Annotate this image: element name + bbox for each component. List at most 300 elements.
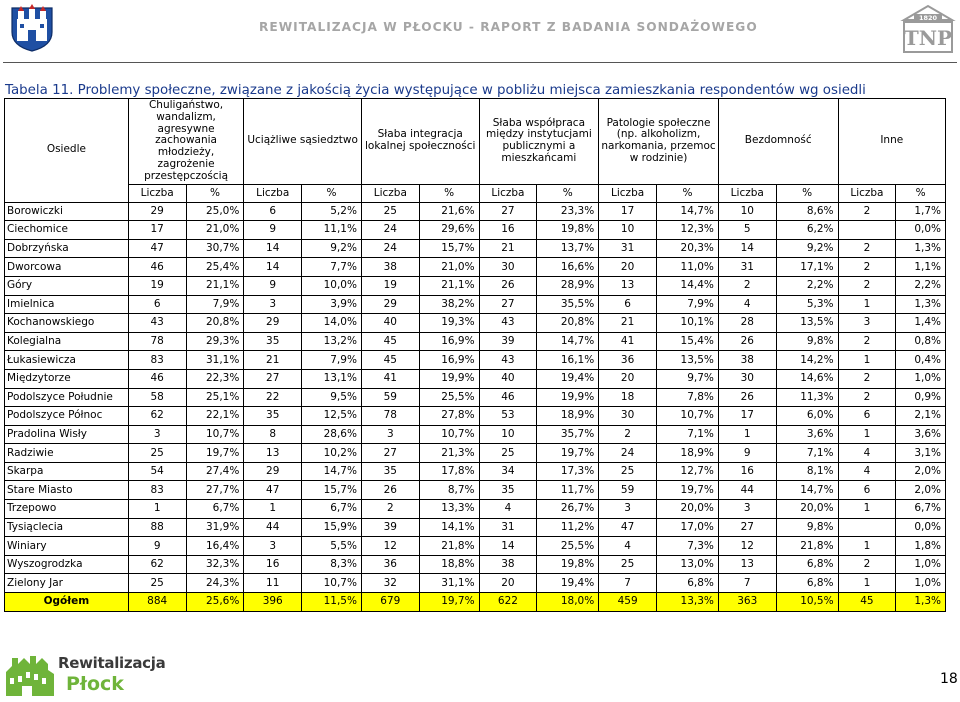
percent-cell: 3,6% <box>896 425 946 444</box>
count-cell: 10 <box>479 425 537 444</box>
percent-cell: 13,0% <box>656 555 718 574</box>
count-cell: 20 <box>599 258 657 277</box>
count-cell: 25 <box>361 202 419 221</box>
percent-cell: 1,8% <box>896 537 946 556</box>
percent-cell: 25,5% <box>537 537 599 556</box>
count-cell: 884 <box>128 593 186 612</box>
count-cell: 29 <box>244 462 302 481</box>
subheader-percent: % <box>537 184 599 202</box>
percent-cell: 32,3% <box>186 555 244 574</box>
count-cell: 25 <box>479 444 537 463</box>
percent-cell: 20,0% <box>656 500 718 519</box>
count-cell: 31 <box>718 258 776 277</box>
count-cell: 14 <box>479 537 537 556</box>
count-cell: 36 <box>361 555 419 574</box>
osiedle-name: Radziwie <box>5 444 129 463</box>
percent-cell: 19,8% <box>537 555 599 574</box>
count-cell: 88 <box>128 518 186 537</box>
count-cell: 28 <box>718 314 776 333</box>
subheader-count: Liczba <box>479 184 537 202</box>
count-cell: 3 <box>128 425 186 444</box>
count-cell: 41 <box>599 332 657 351</box>
percent-cell: 13,5% <box>656 351 718 370</box>
count-cell: 13 <box>718 555 776 574</box>
percent-cell: 18,9% <box>537 407 599 426</box>
percent-cell: 9,7% <box>656 369 718 388</box>
percent-cell: 21,3% <box>419 444 479 463</box>
osiedle-name: Dobrzyńska <box>5 239 129 258</box>
percent-cell: 21,8% <box>776 537 838 556</box>
percent-cell: 6,7% <box>186 500 244 519</box>
percent-cell: 21,8% <box>419 537 479 556</box>
count-cell: 43 <box>479 314 537 333</box>
count-cell: 2 <box>361 500 419 519</box>
count-cell: 43 <box>128 314 186 333</box>
percent-cell: 1,7% <box>896 202 946 221</box>
count-cell: 35 <box>479 481 537 500</box>
percent-cell: 28,9% <box>537 276 599 295</box>
percent-cell: 6,0% <box>776 407 838 426</box>
count-cell: 30 <box>599 407 657 426</box>
table-subheader-row <box>5 184 946 202</box>
percent-cell: 1,0% <box>896 574 946 593</box>
count-cell: 16 <box>244 555 302 574</box>
count-cell: 26 <box>718 388 776 407</box>
count-cell: 2 <box>838 239 896 258</box>
osiedle-name: Wyszogrodzka <box>5 555 129 574</box>
percent-cell: 0,4% <box>896 351 946 370</box>
percent-cell: 2,0% <box>896 462 946 481</box>
percent-cell: 10,5% <box>776 593 838 612</box>
percent-cell: 7,8% <box>656 388 718 407</box>
osiedle-name: Ciechomice <box>5 221 129 240</box>
percent-cell: 9,2% <box>776 239 838 258</box>
count-cell: 20 <box>599 369 657 388</box>
percent-cell: 10,7% <box>302 574 362 593</box>
count-cell: 363 <box>718 593 776 612</box>
count-cell: 17 <box>128 221 186 240</box>
table-row <box>5 314 946 333</box>
count-cell: 58 <box>128 388 186 407</box>
tnp-society-logo <box>900 2 956 56</box>
percent-cell: 16,4% <box>186 537 244 556</box>
percent-cell: 8,6% <box>776 202 838 221</box>
percent-cell: 14,7% <box>537 332 599 351</box>
osiedle-name: Zielony Jar <box>5 574 129 593</box>
table-row <box>5 574 946 593</box>
count-cell: 13 <box>599 276 657 295</box>
percent-cell: 21,0% <box>419 258 479 277</box>
percent-cell: 9,2% <box>302 239 362 258</box>
count-cell: 30 <box>718 369 776 388</box>
table-total-row <box>5 593 946 612</box>
count-cell: 4 <box>599 537 657 556</box>
percent-cell: 5,3% <box>776 295 838 314</box>
percent-cell: 25,5% <box>419 388 479 407</box>
count-cell: 26 <box>479 276 537 295</box>
count-cell: 25 <box>128 444 186 463</box>
count-cell: 45 <box>361 351 419 370</box>
osiedle-name: Kochanowskiego <box>5 314 129 333</box>
percent-cell: 10,2% <box>302 444 362 463</box>
osiedle-name: Dworcowa <box>5 258 129 277</box>
percent-cell: 2,0% <box>896 481 946 500</box>
count-cell: 459 <box>599 593 657 612</box>
table-row <box>5 444 946 463</box>
count-cell: 4 <box>838 462 896 481</box>
count-cell: 38 <box>718 351 776 370</box>
percent-cell: 17,3% <box>537 462 599 481</box>
report-header-title: REWITALIZACJA W PŁOCKU - RAPORT Z BADANIA SONDAŻOWEGO <box>259 20 758 34</box>
table-row <box>5 481 946 500</box>
count-cell: 47 <box>244 481 302 500</box>
table-row <box>5 202 946 221</box>
logo-word-plock: Płock <box>66 673 124 695</box>
percent-cell: 22,1% <box>186 407 244 426</box>
subheader-count: Liczba <box>599 184 657 202</box>
count-cell: 6 <box>128 295 186 314</box>
percent-cell: 38,2% <box>419 295 479 314</box>
osiedle-name: Imielnica <box>5 295 129 314</box>
percent-cell: 2,1% <box>896 407 946 426</box>
percent-cell: 7,9% <box>302 351 362 370</box>
plock-coat-of-arms-logo <box>8 2 56 52</box>
count-cell: 22 <box>244 388 302 407</box>
count-cell: 8 <box>244 425 302 444</box>
count-cell: 45 <box>838 593 896 612</box>
count-cell: 27 <box>479 202 537 221</box>
percent-cell: 1,0% <box>896 369 946 388</box>
percent-cell: 3,9% <box>302 295 362 314</box>
count-cell: 1 <box>838 425 896 444</box>
count-cell: 39 <box>361 518 419 537</box>
osiedle-name: Kolegialna <box>5 332 129 351</box>
page-number: 18 <box>940 671 958 687</box>
count-cell: 14 <box>244 258 302 277</box>
percent-cell: 13,1% <box>302 369 362 388</box>
count-cell: 9 <box>244 221 302 240</box>
percent-cell: 16,9% <box>419 332 479 351</box>
count-cell: 27 <box>718 518 776 537</box>
percent-cell: 27,7% <box>186 481 244 500</box>
percent-cell: 7,9% <box>656 295 718 314</box>
percent-cell: 14,7% <box>302 462 362 481</box>
percent-cell: 11,0% <box>656 258 718 277</box>
count-cell: 622 <box>479 593 537 612</box>
count-cell: 54 <box>128 462 186 481</box>
count-cell: 10 <box>718 202 776 221</box>
percent-cell: 13,5% <box>776 314 838 333</box>
count-cell: 31 <box>599 239 657 258</box>
percent-cell: 19,9% <box>537 388 599 407</box>
table-row <box>5 258 946 277</box>
osiedle-name: Góry <box>5 276 129 295</box>
percent-cell: 5,5% <box>302 537 362 556</box>
table-header-row <box>5 99 946 185</box>
column-header-slaba-integracja: Słaba integracja lokalnej społeczności <box>361 99 479 185</box>
social-problems-table <box>4 98 946 612</box>
count-cell: 31 <box>479 518 537 537</box>
subheader-count: Liczba <box>244 184 302 202</box>
count-cell: 59 <box>599 481 657 500</box>
count-cell: 16 <box>718 462 776 481</box>
percent-cell: 1,4% <box>896 314 946 333</box>
count-cell: 21 <box>479 239 537 258</box>
count-cell: 679 <box>361 593 419 612</box>
percent-cell: 0,9% <box>896 388 946 407</box>
count-cell: 19 <box>361 276 419 295</box>
count-cell: 1 <box>838 574 896 593</box>
subheader-percent: % <box>656 184 718 202</box>
osiedle-name: Łukasiewicza <box>5 351 129 370</box>
count-cell: 13 <box>244 444 302 463</box>
count-cell: 5 <box>718 221 776 240</box>
count-cell: 38 <box>361 258 419 277</box>
count-cell: 30 <box>479 258 537 277</box>
table-row <box>5 500 946 519</box>
count-cell: 2 <box>838 202 896 221</box>
percent-cell: 13,3% <box>656 593 718 612</box>
percent-cell: 12,5% <box>302 407 362 426</box>
count-cell: 1 <box>244 500 302 519</box>
count-cell: 19 <box>128 276 186 295</box>
count-cell: 46 <box>479 388 537 407</box>
subheader-percent: % <box>776 184 838 202</box>
percent-cell: 25,4% <box>186 258 244 277</box>
percent-cell: 13,3% <box>419 500 479 519</box>
percent-cell: 0,0% <box>896 221 946 240</box>
count-cell: 27 <box>244 369 302 388</box>
count-cell: 26 <box>361 481 419 500</box>
subheader-percent: % <box>419 184 479 202</box>
percent-cell: 7,1% <box>656 425 718 444</box>
percent-cell: 19,8% <box>537 221 599 240</box>
count-cell: 6 <box>599 295 657 314</box>
percent-cell: 9,5% <box>302 388 362 407</box>
osiedle-name: Podolszyce Północ <box>5 407 129 426</box>
percent-cell: 2,2% <box>896 276 946 295</box>
count-cell: 26 <box>718 332 776 351</box>
percent-cell: 25,1% <box>186 388 244 407</box>
count-cell <box>838 221 896 240</box>
count-cell: 46 <box>128 369 186 388</box>
percent-cell: 15,7% <box>419 239 479 258</box>
percent-cell: 11,7% <box>537 481 599 500</box>
count-cell: 12 <box>361 537 419 556</box>
count-cell: 7 <box>718 574 776 593</box>
count-cell: 1 <box>838 537 896 556</box>
table-caption: Tabela 11. Problemy społeczne, związane z jakością życia występujące w pobliżu miejsca zamieszkania respondentów wg osiedli <box>5 83 866 98</box>
count-cell: 11 <box>244 574 302 593</box>
percent-cell: 0,0% <box>896 518 946 537</box>
count-cell: 24 <box>361 239 419 258</box>
count-cell: 41 <box>361 369 419 388</box>
count-cell: 40 <box>479 369 537 388</box>
percent-cell: 31,1% <box>186 351 244 370</box>
percent-cell: 31,9% <box>186 518 244 537</box>
count-cell: 47 <box>128 239 186 258</box>
count-cell: 29 <box>128 202 186 221</box>
count-cell: 24 <box>599 444 657 463</box>
count-cell: 35 <box>361 462 419 481</box>
osiedle-name: Borowiczki <box>5 202 129 221</box>
percent-cell: 7,7% <box>302 258 362 277</box>
percent-cell: 14,7% <box>656 202 718 221</box>
percent-cell: 10,7% <box>186 425 244 444</box>
table-row <box>5 239 946 258</box>
percent-cell: 13,7% <box>537 239 599 258</box>
percent-cell: 10,7% <box>419 425 479 444</box>
logo-word-rewitalizacja: Rewitalizacja <box>58 654 166 672</box>
percent-cell: 0,8% <box>896 332 946 351</box>
table-row <box>5 555 946 574</box>
count-cell: 1 <box>838 295 896 314</box>
table-body <box>5 202 946 611</box>
count-cell: 6 <box>838 481 896 500</box>
percent-cell: 11,2% <box>537 518 599 537</box>
percent-cell: 16,1% <box>537 351 599 370</box>
percent-cell: 8,1% <box>776 462 838 481</box>
column-header-slaba-wspolpraca: Słaba współpraca między instytucjami publicznymi a mieszkańcami <box>479 99 599 185</box>
count-cell: 44 <box>244 518 302 537</box>
subheader-count: Liczba <box>838 184 896 202</box>
count-cell: 47 <box>599 518 657 537</box>
percent-cell: 29,3% <box>186 332 244 351</box>
header-divider <box>3 62 957 63</box>
percent-cell: 1,0% <box>896 555 946 574</box>
percent-cell: 17,0% <box>656 518 718 537</box>
percent-cell: 11,1% <box>302 221 362 240</box>
count-cell: 1 <box>718 425 776 444</box>
percent-cell: 19,4% <box>537 574 599 593</box>
count-cell: 7 <box>599 574 657 593</box>
percent-cell: 17,1% <box>776 258 838 277</box>
osiedle-name: Pradolina Wisły <box>5 425 129 444</box>
percent-cell: 11,3% <box>776 388 838 407</box>
percent-cell: 2,2% <box>776 276 838 295</box>
subheader-percent: % <box>302 184 362 202</box>
osiedle-name: Tysiąclecia <box>5 518 129 537</box>
percent-cell: 27,8% <box>419 407 479 426</box>
count-cell: 18 <box>599 388 657 407</box>
count-cell: 44 <box>718 481 776 500</box>
count-cell: 3 <box>599 500 657 519</box>
count-cell: 36 <box>599 351 657 370</box>
percent-cell: 19,3% <box>419 314 479 333</box>
percent-cell: 12,3% <box>656 221 718 240</box>
percent-cell: 14,7% <box>776 481 838 500</box>
table-row <box>5 276 946 295</box>
percent-cell: 20,0% <box>776 500 838 519</box>
percent-cell: 21,1% <box>419 276 479 295</box>
percent-cell: 5,2% <box>302 202 362 221</box>
count-cell: 2 <box>838 258 896 277</box>
percent-cell: 9,8% <box>776 518 838 537</box>
percent-cell: 16,6% <box>537 258 599 277</box>
percent-cell: 20,8% <box>186 314 244 333</box>
table-row <box>5 537 946 556</box>
osiedle-name: Winiary <box>5 537 129 556</box>
percent-cell: 3,1% <box>896 444 946 463</box>
count-cell: 29 <box>361 295 419 314</box>
table-row <box>5 332 946 351</box>
percent-cell: 31,1% <box>419 574 479 593</box>
osiedle-name: Skarpa <box>5 462 129 481</box>
count-cell: 1 <box>128 500 186 519</box>
count-cell: 2 <box>599 425 657 444</box>
percent-cell: 3,6% <box>776 425 838 444</box>
subheader-count: Liczba <box>718 184 776 202</box>
count-cell: 12 <box>718 537 776 556</box>
percent-cell: 18,8% <box>419 555 479 574</box>
table-row <box>5 407 946 426</box>
percent-cell: 6,7% <box>302 500 362 519</box>
count-cell: 6 <box>838 407 896 426</box>
table-row <box>5 518 946 537</box>
count-cell: 3 <box>361 425 419 444</box>
count-cell: 21 <box>599 314 657 333</box>
percent-cell: 20,8% <box>537 314 599 333</box>
osiedle-name: Podolszyce Południe <box>5 388 129 407</box>
count-cell: 34 <box>479 462 537 481</box>
count-cell: 45 <box>361 332 419 351</box>
count-cell: 14 <box>244 239 302 258</box>
percent-cell: 10,0% <box>302 276 362 295</box>
percent-cell: 15,4% <box>656 332 718 351</box>
count-cell: 46 <box>128 258 186 277</box>
percent-cell: 19,9% <box>419 369 479 388</box>
count-cell: 27 <box>479 295 537 314</box>
count-cell: 43 <box>479 351 537 370</box>
percent-cell: 1,3% <box>896 593 946 612</box>
table-row <box>5 388 946 407</box>
percent-cell: 6,8% <box>776 555 838 574</box>
percent-cell: 1,3% <box>896 239 946 258</box>
table-row <box>5 369 946 388</box>
percent-cell: 13,2% <box>302 332 362 351</box>
percent-cell: 17,8% <box>419 462 479 481</box>
percent-cell: 18,0% <box>537 593 599 612</box>
percent-cell: 27,4% <box>186 462 244 481</box>
table-row <box>5 295 946 314</box>
count-cell: 1 <box>838 351 896 370</box>
percent-cell: 18,9% <box>656 444 718 463</box>
count-cell: 20 <box>479 574 537 593</box>
count-cell: 16 <box>479 221 537 240</box>
percent-cell: 25,0% <box>186 202 244 221</box>
count-cell: 83 <box>128 481 186 500</box>
count-cell: 9 <box>718 444 776 463</box>
count-cell: 3 <box>718 500 776 519</box>
count-cell: 32 <box>361 574 419 593</box>
percent-cell: 35,5% <box>537 295 599 314</box>
percent-cell: 14,6% <box>776 369 838 388</box>
count-cell: 2 <box>838 388 896 407</box>
count-cell: 40 <box>361 314 419 333</box>
count-cell: 38 <box>479 555 537 574</box>
count-cell: 9 <box>128 537 186 556</box>
total-label: Ogółem <box>5 593 129 612</box>
count-cell: 2 <box>838 369 896 388</box>
percent-cell: 8,7% <box>419 481 479 500</box>
percent-cell: 24,3% <box>186 574 244 593</box>
percent-cell: 11,5% <box>302 593 362 612</box>
percent-cell: 7,9% <box>186 295 244 314</box>
count-cell: 39 <box>479 332 537 351</box>
count-cell: 59 <box>361 388 419 407</box>
count-cell: 2 <box>838 332 896 351</box>
percent-cell: 20,3% <box>656 239 718 258</box>
